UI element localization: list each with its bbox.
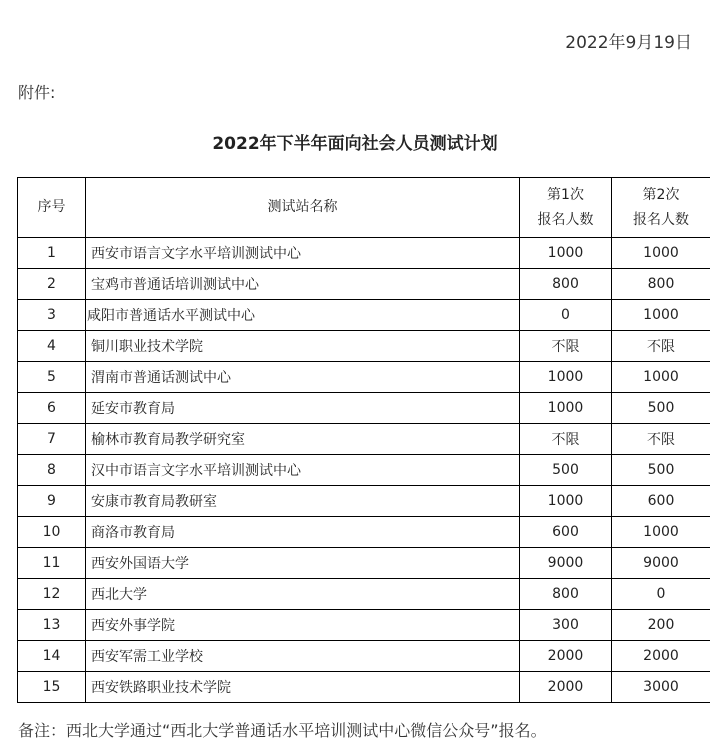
cell-round2: 800 xyxy=(612,269,710,300)
document-date: 2022年9月19日 xyxy=(565,33,692,53)
cell-round1: 300 xyxy=(520,610,612,641)
cell-round1: 600 xyxy=(520,517,612,548)
cell-round1: 不限 xyxy=(520,424,612,455)
cell-no: 2 xyxy=(18,269,86,300)
cell-no: 15 xyxy=(18,672,86,703)
cell-round1: 9000 xyxy=(520,548,612,579)
cell-round1: 800 xyxy=(520,269,612,300)
cell-no: 10 xyxy=(18,517,86,548)
footer-note: 备注：西北大学通过“西北大学普通话水平培训测试中心微信公众号”报名。 xyxy=(18,721,547,740)
cell-round2: 500 xyxy=(612,393,710,424)
cell-round1: 800 xyxy=(520,579,612,610)
cell-round2: 1000 xyxy=(612,517,710,548)
table-row xyxy=(18,517,710,548)
cell-round2: 9000 xyxy=(612,548,710,579)
table-row xyxy=(18,424,710,455)
cell-no: 12 xyxy=(18,579,86,610)
cell-round1: 2000 xyxy=(520,641,612,672)
header-round2-line2: 报名人数 xyxy=(633,211,689,228)
table-row xyxy=(18,486,710,517)
cell-station: 西安铁路职业技术学院 xyxy=(86,672,520,703)
header-round1-line2: 报名人数 xyxy=(537,211,594,228)
cell-round2: 1000 xyxy=(612,362,710,393)
page-title: 2022年下半年面向社会人员测试计划 xyxy=(212,134,498,154)
cell-no: 4 xyxy=(18,331,86,362)
cell-no: 1 xyxy=(18,238,86,269)
table-header xyxy=(18,178,710,238)
cell-round2: 1000 xyxy=(612,238,710,269)
cell-station: 商洛市教育局 xyxy=(86,517,520,548)
cell-round2: 0 xyxy=(612,579,710,610)
table-row xyxy=(18,672,710,703)
cell-no: 6 xyxy=(18,393,86,424)
test-plan-table xyxy=(17,177,710,703)
cell-round1: 1000 xyxy=(520,393,612,424)
table-row xyxy=(18,548,710,579)
cell-station: 宝鸡市普通话培训测试中心 xyxy=(86,269,520,300)
cell-round2: 600 xyxy=(612,486,710,517)
cell-station: 西北大学 xyxy=(86,579,520,610)
cell-no: 8 xyxy=(18,455,86,486)
cell-round1: 1000 xyxy=(520,238,612,269)
cell-station: 西安外事学院 xyxy=(86,610,520,641)
cell-round1: 1000 xyxy=(520,362,612,393)
table-row xyxy=(18,238,710,269)
cell-station: 安康市教育局教研室 xyxy=(86,486,520,517)
cell-round1: 1000 xyxy=(520,486,612,517)
cell-station: 西安军需工业学校 xyxy=(86,641,520,672)
cell-station: 铜川职业技术学院 xyxy=(86,331,520,362)
table-row xyxy=(18,455,710,486)
header-no-label: 序号 xyxy=(37,199,66,215)
table-row xyxy=(18,579,710,610)
cell-round2: 不限 xyxy=(612,331,710,362)
cell-round1: 2000 xyxy=(520,672,612,703)
cell-no: 5 xyxy=(18,362,86,393)
cell-round1: 0 xyxy=(520,300,612,331)
header-no xyxy=(18,178,86,238)
attachment-label: 附件: xyxy=(18,83,56,102)
cell-no: 7 xyxy=(18,424,86,455)
cell-no: 13 xyxy=(18,610,86,641)
cell-no: 11 xyxy=(18,548,86,579)
header-round2 xyxy=(612,178,710,238)
table-body xyxy=(18,238,710,703)
cell-station: 延安市教育局 xyxy=(86,393,520,424)
cell-round2: 2000 xyxy=(612,641,710,672)
cell-round2: 500 xyxy=(612,455,710,486)
cell-no: 3 xyxy=(18,300,86,331)
cell-station: 西安外国语大学 xyxy=(86,548,520,579)
table-header-row xyxy=(18,178,710,238)
table-row xyxy=(18,641,710,672)
header-station-label: 测试站名称 xyxy=(267,199,338,215)
header-round1 xyxy=(520,178,612,238)
cell-no: 9 xyxy=(18,486,86,517)
header-round1-line1: 第1次 xyxy=(547,186,584,203)
cell-station: 渭南市普通话测试中心 xyxy=(86,362,520,393)
cell-station: 西安市语言文字水平培训测试中心 xyxy=(86,238,520,269)
cell-no: 14 xyxy=(18,641,86,672)
table-row xyxy=(18,610,710,641)
cell-round2: 1000 xyxy=(612,300,710,331)
cell-round1: 500 xyxy=(520,455,612,486)
table-row xyxy=(18,362,710,393)
cell-station: 榆林市教育局教学研究室 xyxy=(86,424,520,455)
cell-round2: 3000 xyxy=(612,672,710,703)
header-station xyxy=(86,178,520,238)
cell-station: 咸阳市普通话水平测试中心 xyxy=(86,300,520,331)
cell-round2: 不限 xyxy=(612,424,710,455)
table-row xyxy=(18,393,710,424)
cell-round2: 200 xyxy=(612,610,710,641)
table-row xyxy=(18,269,710,300)
cell-round1: 不限 xyxy=(520,331,612,362)
header-round2-line1: 第2次 xyxy=(642,186,680,203)
table-row xyxy=(18,331,710,362)
table-row xyxy=(18,300,710,331)
cell-station: 汉中市语言文字水平培训测试中心 xyxy=(86,455,520,486)
